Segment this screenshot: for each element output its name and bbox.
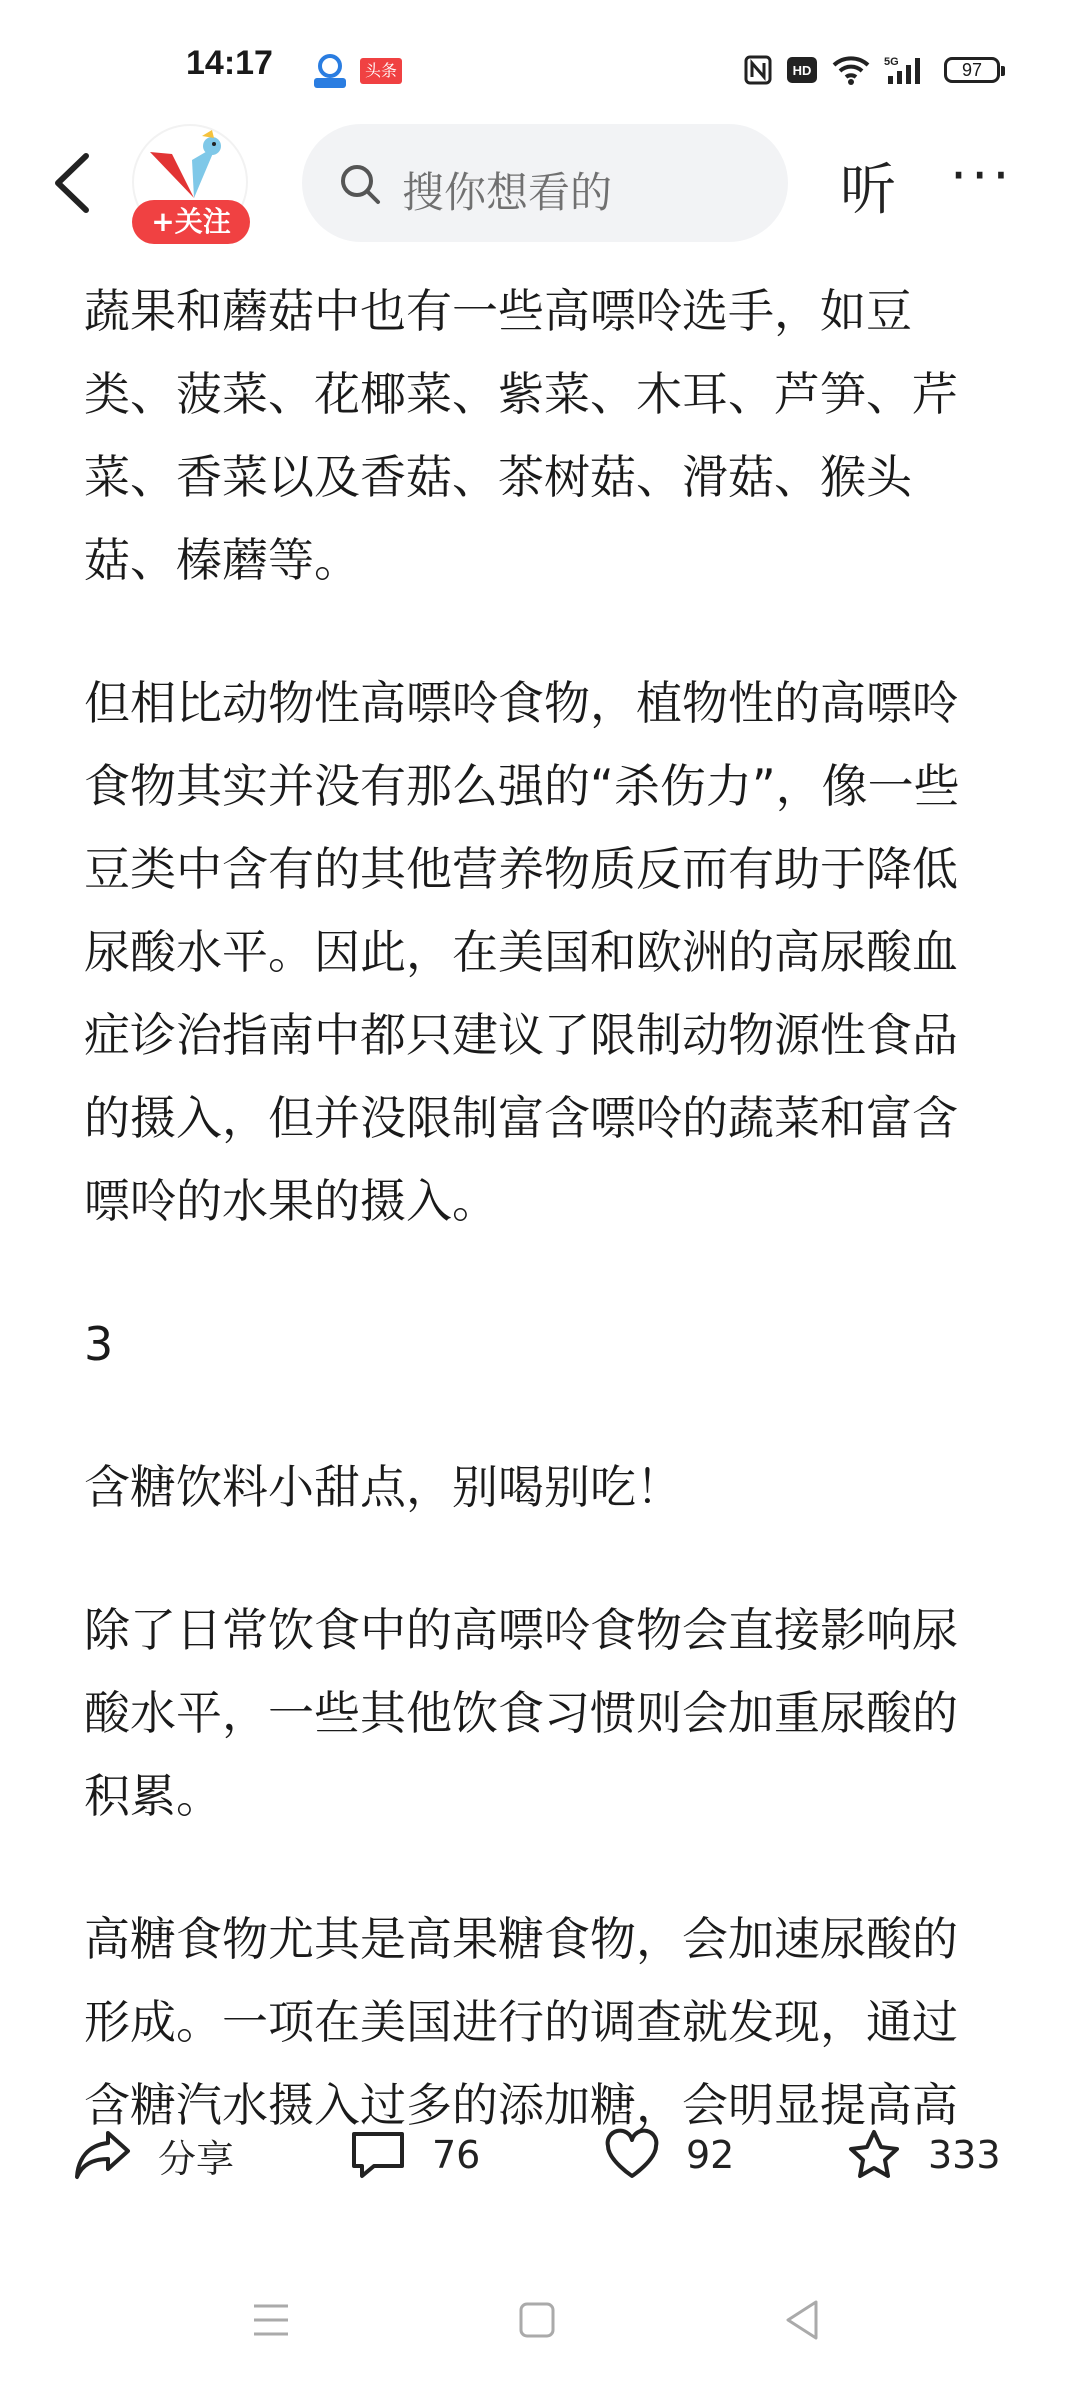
comment-count: 76 xyxy=(432,2133,481,2177)
section-number: 3 xyxy=(84,1317,114,1371)
article-paragraph: 高糖食物尤其是高果糖食物，会加速尿酸的形成。一项在美国进行的调查就发现，通过含糖汽水摄入过多的添加糖，会明显提高高 xyxy=(84,1912,958,2132)
search-icon xyxy=(338,162,382,206)
heart-icon xyxy=(604,2130,660,2180)
svg-text:5G: 5G xyxy=(884,56,899,68)
nav-menu-button[interactable] xyxy=(236,2290,306,2350)
back-icon xyxy=(44,148,104,218)
article-paragraph: 但相比动物性高嘌呤食物，植物性的高嘌呤食物其实并没有那么强的“杀伤力”，像一些豆类中含有的其他营养物质反而有助于降低尿酸水平。因此，在美国和欧洲的高尿酸血症诊治指南中都只建议了限制动物源性食品的摄入，但并没限制富含嘌呤的蔬菜和富含嘌呤的水果的摄入。 xyxy=(84,676,960,1228)
nav-menu-icon xyxy=(236,2290,306,2350)
listen-button[interactable]: 听 xyxy=(840,158,896,223)
nav-home-button[interactable] xyxy=(502,2290,572,2350)
search-input[interactable] xyxy=(302,124,788,242)
status-indicators xyxy=(744,50,1000,90)
search-placeholder: 搜你想看的 xyxy=(402,168,613,217)
battery-indicator: 97 xyxy=(944,57,1000,83)
system-nav-bar xyxy=(0,2250,1080,2400)
wifi-icon xyxy=(832,55,870,85)
like-count: 92 xyxy=(686,2133,735,2177)
svg-text:HD: HD xyxy=(792,63,812,78)
comment-icon xyxy=(350,2130,406,2180)
toutiao-notification-icon: 头条 xyxy=(360,58,402,84)
article-body xyxy=(84,270,984,2132)
share-label: 分享 xyxy=(158,2136,235,2181)
nav-back-icon xyxy=(770,2290,840,2350)
follow-button[interactable]: +关注 xyxy=(132,200,250,244)
status-time: 14:17 xyxy=(186,44,273,82)
article-paragraph: 除了日常饮食中的高嘌呤食物会直接影响尿酸水平，一些其他饮食习惯则会加重尿酸的积累。 xyxy=(84,1603,958,1823)
share-button[interactable] xyxy=(74,2120,234,2190)
nav-back-button[interactable] xyxy=(770,2290,840,2350)
status-bar xyxy=(0,0,1080,130)
star-icon xyxy=(846,2128,902,2182)
signal-5g-icon xyxy=(884,54,930,86)
favorite-count: 333 xyxy=(928,2133,1001,2177)
hd-icon xyxy=(786,56,818,84)
article-paragraph: 蔬果和蘑菇中也有一些高嘌呤选手，如豆类、菠菜、花椰菜、紫菜、木耳、芦笋、芹菜、香菜以及香菇、茶树菇、滑菇、猴头菇、榛蘑等。 xyxy=(84,284,958,587)
favorite-button[interactable] xyxy=(846,2120,1001,2190)
like-button[interactable] xyxy=(604,2120,734,2190)
comment-button[interactable] xyxy=(350,2120,480,2190)
back-button[interactable] xyxy=(44,148,104,218)
more-button[interactable]: ··· xyxy=(950,144,1014,207)
notification-app-icon xyxy=(310,52,350,90)
nfc-icon xyxy=(744,55,772,85)
top-bar xyxy=(0,118,1080,248)
section-heading: 含糖饮料小甜点，别喝别吃！ xyxy=(84,1460,682,1514)
nav-home-icon xyxy=(502,2290,572,2350)
action-bar xyxy=(0,2090,1080,2220)
share-icon xyxy=(74,2129,132,2181)
